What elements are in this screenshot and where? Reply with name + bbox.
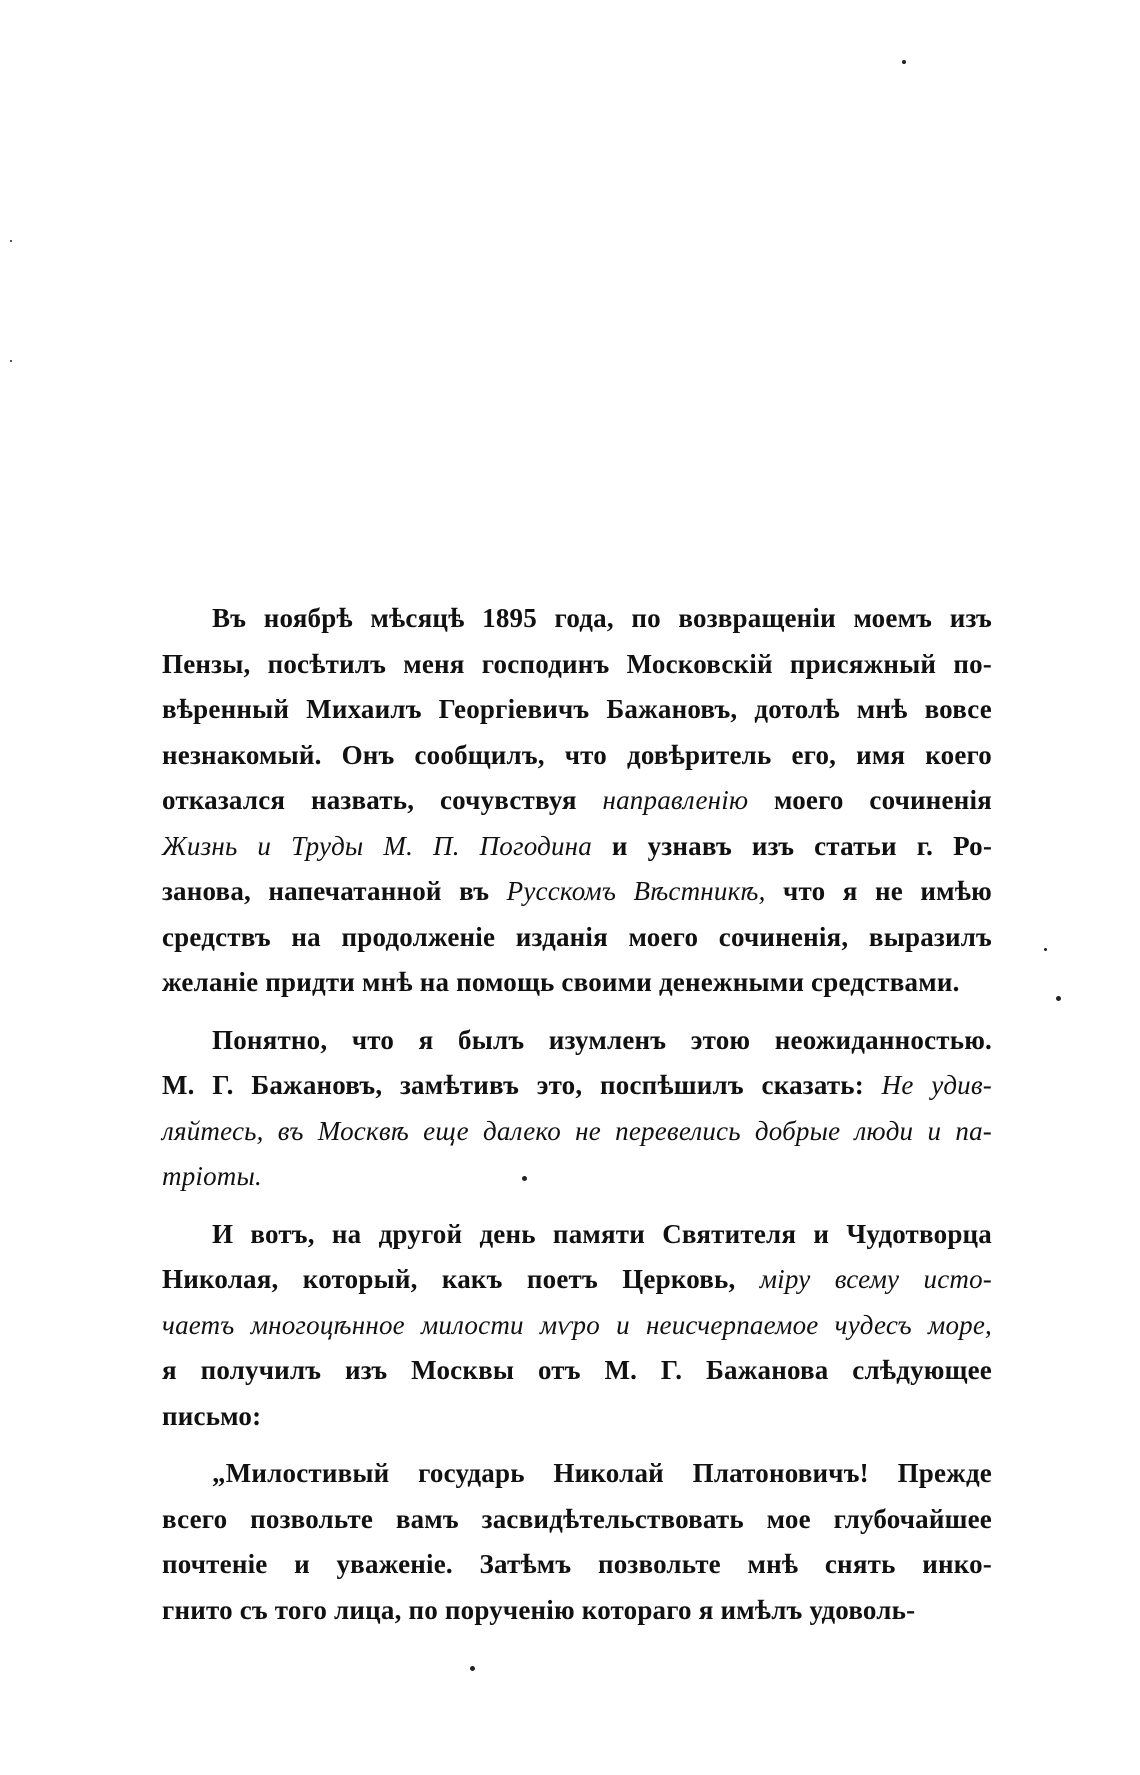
text-line (162, 824, 992, 870)
text-line (162, 869, 992, 915)
text-span: что я не имѣю (765, 876, 992, 906)
print-speck (10, 240, 12, 242)
text-span: „Милостивый государь Николай Платоновичъ! Прежде (212, 1458, 992, 1488)
text-span: Понятно, что я былъ изумленъ этою неожиданностью. (212, 1024, 992, 1055)
print-speck (10, 360, 12, 362)
text-line (162, 915, 992, 961)
text-span: Въ ноябрѣ мѣсяцѣ 1895 года, по возвращеніи моемъ изъ (212, 603, 992, 633)
print-speck (1056, 996, 1061, 1001)
text-span: занова, напечатанной въ (162, 876, 507, 906)
text-span: незнакомый. Онъ сообщилъ, что довѣритель его, имя коего (162, 739, 992, 770)
text-line (162, 1109, 992, 1155)
text-line (162, 1348, 992, 1394)
text-line (162, 596, 992, 642)
text-span: средствъ на продолженіе изданія моего сочиненія, выразилъ (162, 921, 992, 952)
text-span: я получилъ изъ Москвы отъ М. Г. Бажанова слѣдующее (162, 1355, 992, 1385)
text-span: почтеніе и уваженіе. Затѣмъ позвольте мнѣ снять инко- (162, 1549, 992, 1579)
italic-text: Не удив- (881, 1070, 992, 1100)
italic-text: Жизнь и Труды М. П. Погодина (162, 830, 592, 861)
text-line (162, 733, 992, 779)
text-line (162, 1212, 992, 1258)
text-span: письмо: (162, 1400, 262, 1431)
text-span: всего позвольте вамъ засвидѣтельствовать мое глубочайшее (162, 1503, 992, 1534)
text-span: моего сочиненія (748, 785, 992, 815)
text-line (162, 778, 992, 824)
italic-text: направленію (602, 785, 749, 815)
text-span: М. Г. Бажановъ, замѣтивъ это, поспѣшилъ сказать: (162, 1070, 882, 1100)
print-speck (522, 1176, 527, 1181)
text-span: гнито съ того лица, по порученію котораго я имѣлъ удоволь- (162, 1594, 916, 1625)
text-line (162, 1451, 992, 1497)
text-line (162, 1154, 992, 1200)
print-speck (470, 1666, 475, 1671)
text-line (162, 1257, 992, 1303)
text-line (162, 687, 992, 733)
text-span: желаніе придти мнѣ на помощь своими денежными средствами. (162, 967, 960, 997)
italic-text: тріоты. (162, 1161, 262, 1191)
italic-text: ляйтесь, въ Москвѣ еще далеко не перевелись добрые люди и па- (162, 1115, 992, 1146)
text-span: Николая, который, какъ поетъ Церковь, (162, 1264, 760, 1294)
text-span: вѣренный Михаилъ Георгіевичъ Бажановъ, дотолѣ мнѣ вовсе (162, 694, 992, 724)
print-speck (1044, 948, 1047, 951)
text-line (162, 1588, 992, 1634)
text-line (162, 1394, 992, 1440)
body-text (162, 596, 992, 1633)
text-line (162, 1542, 992, 1588)
italic-text: міру всему исто- (759, 1264, 992, 1294)
text-line (162, 1063, 992, 1109)
text-span: и узнавъ изъ статьи г. Ро- (591, 830, 993, 861)
text-span: И вотъ, на другой день памяти Святителя и Чудотворца (212, 1218, 992, 1249)
italic-text: Русскомъ Вѣстникѣ, (506, 876, 766, 906)
text-span: отказался назвать, сочувствуя (162, 785, 603, 815)
text-line (162, 1497, 992, 1543)
text-line (162, 1018, 992, 1064)
print-speck (902, 60, 906, 64)
text-line (162, 642, 992, 688)
text-span: Пензы, посѣтилъ меня господинъ Московскій присяжный по- (162, 648, 992, 679)
text-line (162, 1303, 992, 1349)
text-line (162, 960, 992, 1006)
italic-text: чаетъ многоцѣнное милости мѵро и неисчерпаемое чудесъ море, (162, 1309, 992, 1340)
